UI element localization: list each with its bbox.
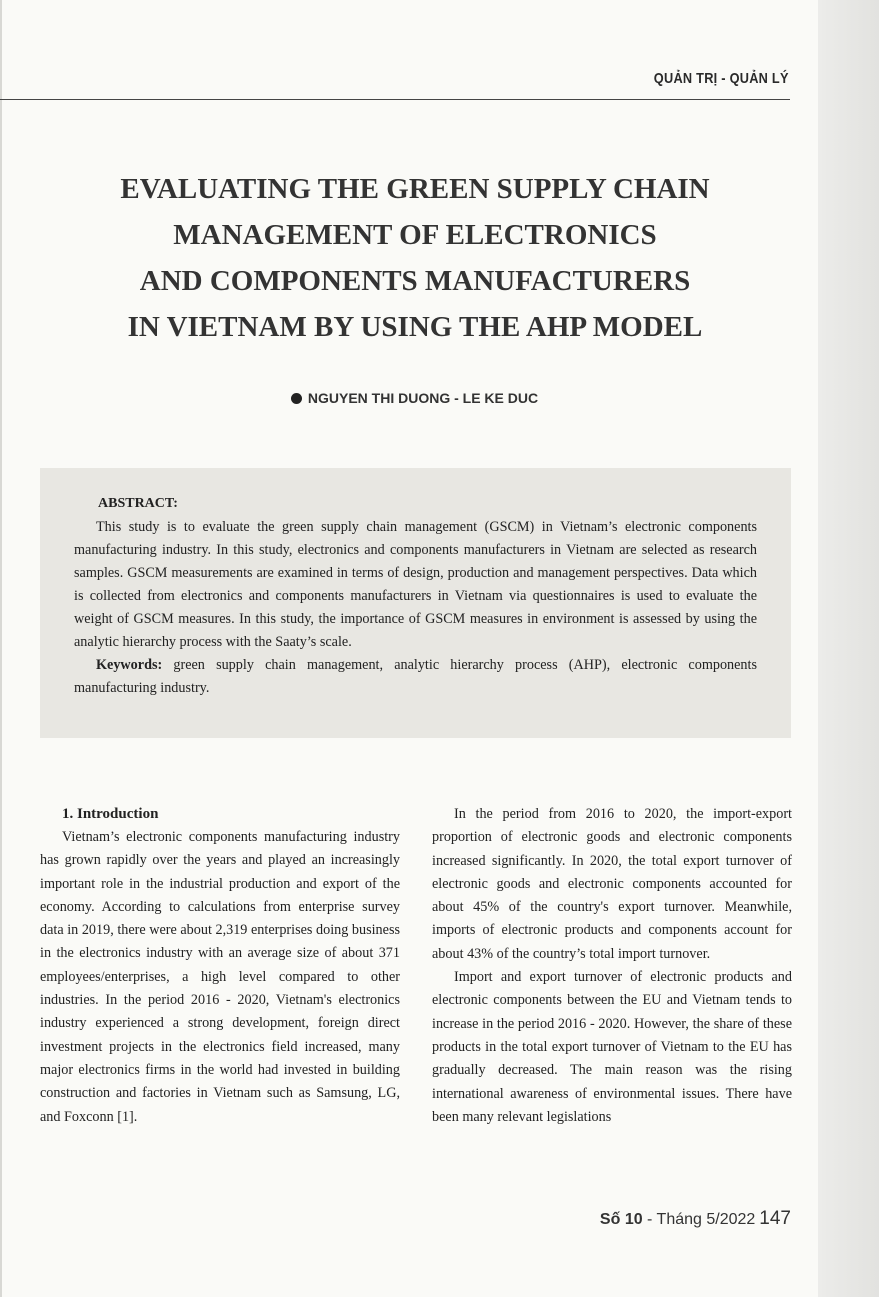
header-rule	[0, 99, 790, 100]
section-label: QUẢN TRỊ - QUẢN LÝ	[654, 70, 789, 87]
keywords-paragraph	[74, 654, 757, 700]
intro-paragraph-3: Import and export turnover of electronic products and electronic components between the EU and Vietnam tends to increase in the period 2016 - 2020. However, the share of these products in the total export turnover of Vietnam to the EU has gradually decreased. The main reason was the rising international awareness of environmental issues. There have been many relevant legislations	[432, 969, 792, 1125]
section-heading-introduction: 1. Introduction	[62, 806, 159, 822]
abstract-box	[40, 468, 791, 738]
article-title	[40, 166, 790, 350]
title-line: IN VIETNAM BY USING THE AHP MODEL	[127, 311, 703, 343]
title-line: MANAGEMENT OF ELECTRONICS	[173, 219, 657, 251]
page-edge-shadow	[818, 0, 879, 1297]
issue-date: - Tháng 5/2022	[642, 1211, 756, 1228]
abstract-heading: ABSTRACT:	[98, 496, 178, 511]
page-left-edge	[0, 0, 2, 1297]
abstract-body: This study is to evaluate the green supply chain management (GSCM) in Vietnam’s electronic components manufacturing industry. In this study, electronics and components manufacturers in Vietnam are selected as research samples. GSCM measurements are examined in terms of design, production and management perspectives. Data which is collected from electronics and components manufacturers in Vietnam via questionnaires is used to evaluate the weight of GSCM measures. In this study, the importance of GSCM measures in environment is assessed by using the analytic hierarchy process with the Saaty’s scale.	[74, 519, 757, 650]
bullet-icon	[291, 393, 302, 404]
title-line: EVALUATING THE GREEN SUPPLY CHAIN	[120, 173, 710, 205]
intro-paragraph-2: In the period from 2016 to 2020, the import-export proportion of electronic goods and electronic components increased significantly. In 2020, the total export turnover of electronic goods and electronic components accounted for about 45% of the country's export turnover. Meanwhile, imports of electronic products and components account for about 43% of the country’s total import turnover.	[432, 806, 792, 962]
issue-number: Số 10	[599, 1211, 643, 1228]
keywords-text: green supply chain management, analytic hierarchy process (AHP), electronic components manufacturing industry.	[74, 657, 757, 696]
page-number: 147	[759, 1208, 791, 1229]
right-column	[432, 803, 792, 1129]
author-line	[0, 390, 829, 406]
keywords-label: Keywords:	[96, 657, 163, 673]
intro-paragraph-1: Vietnam’s electronic components manufacturing industry has grown rapidly over the years and played an increasingly important role in the industrial production and export of the economy. According to calculations from enterprise survey data in 2019, there were about 2,319 enterprises doing business in the electronics industry with an average size of about 371 employees/enterprises, a high level compared to other industries. In the period 2016 - 2020, Vietnam's electronics industry experienced a strong development, foreign direct investment projects in the electronics field increased, many major electronics firms in the world had invested in building construction and factories in Vietnam such as Samsung, LG, and Foxconn [1].	[40, 829, 400, 1125]
left-column	[40, 803, 400, 1129]
authors: NGUYEN THI DUONG - LE KE DUC	[307, 390, 539, 406]
page-footer	[600, 1208, 791, 1230]
title-line: AND COMPONENTS MANUFACTURERS	[139, 265, 691, 297]
